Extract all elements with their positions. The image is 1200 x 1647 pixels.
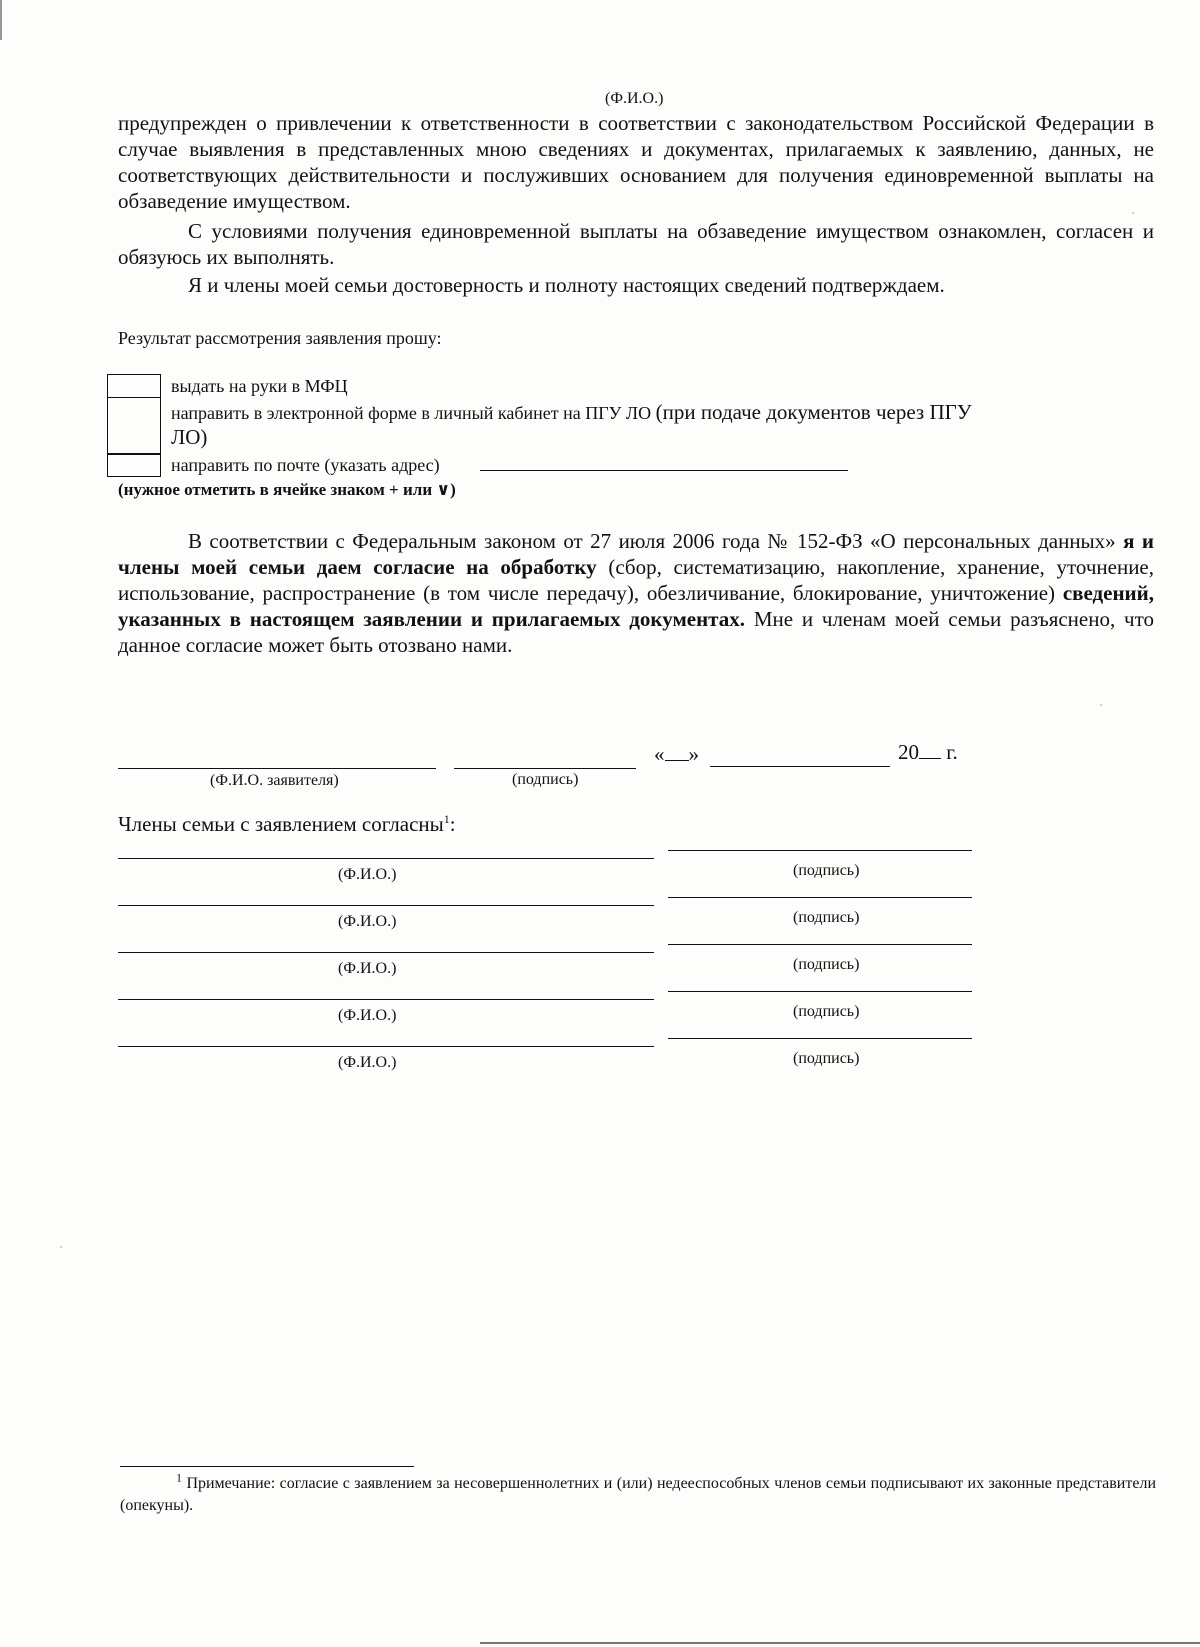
consent-text-2: (сбор, систематизацию, накопление, хранение, уточнение, использование, распространение (в том числе передачу), обезличивание, блокирование, уничтожение) — [118, 555, 1154, 605]
family-signature-caption: (подпись) — [793, 909, 860, 926]
family-name-line[interactable] — [118, 1046, 654, 1047]
date-year-field — [898, 740, 958, 765]
applicant-signature-line[interactable] — [454, 768, 636, 769]
family-signature-caption: (подпись) — [793, 956, 860, 973]
paragraph-conditions: С условиями получения единовременной выплаты на обзаведение имуществом ознакомлен, согласен и обязуюсь их выполнять. — [118, 219, 1154, 269]
footnote-separator — [120, 1466, 414, 1467]
family-name-caption: (Ф.И.О.) — [338, 1007, 397, 1024]
option-electronic-note: (при подаче документов через ПГУ — [655, 400, 972, 424]
fio-caption-top: (Ф.И.О.) — [605, 90, 664, 107]
mail-address-line[interactable] — [480, 470, 848, 471]
checkbox-mfc[interactable] — [107, 374, 161, 398]
scan-edge — [0, 0, 2, 40]
option-electronic-text: направить в электронной форме в личный кабинет на ПГУ ЛО — [171, 403, 652, 423]
date-day-field — [654, 742, 699, 767]
footnote-ref: 1 — [443, 812, 450, 826]
applicant-caption: (Ф.И.О. заявителя) — [210, 772, 339, 789]
paragraph-liability: предупрежден о привлечении к ответственности в соответствии с законодательством Российской Федерации в случае выявления в представленных мною сведениях и документах, прилагаемых к заявлению, данных, не соответствующих действительности и послуживших основанием для получения единовременной выплаты на обзаведение имуществом. — [118, 111, 1154, 213]
family-heading-text: Члены семьи с заявлением согласны — [118, 812, 444, 836]
year-suffix: г. — [946, 740, 958, 764]
family-signature-caption: (подпись) — [793, 1050, 860, 1067]
checkbox-note: (нужное отметить в ячейке знаком + или ∨) — [118, 480, 456, 499]
applicant-name-line[interactable] — [118, 768, 436, 769]
footnote-mark: 1 — [176, 1470, 182, 1485]
option-electronic-label — [171, 400, 972, 425]
family-name-line[interactable] — [118, 905, 654, 906]
family-name-caption: (Ф.И.О.) — [338, 960, 397, 977]
family-signature-line[interactable] — [668, 1038, 972, 1039]
family-signature-line[interactable] — [668, 850, 972, 851]
scan-speck — [1132, 212, 1134, 214]
consent-text-1: В соответствии с Федеральным законом от 27 июля 2006 года № 152-ФЗ «О персональных данных» — [188, 529, 1116, 553]
footnote — [120, 1470, 1157, 1517]
checkbox-electronic[interactable] — [107, 397, 161, 455]
family-signature-caption: (подпись) — [793, 1003, 860, 1020]
family-heading-colon: : — [449, 812, 456, 836]
family-heading — [118, 812, 456, 837]
scan-speck — [60, 1246, 62, 1248]
paragraph-confirmation: Я и члены моей семьи достоверность и полноту настоящих сведений подтверждаем. — [188, 273, 945, 297]
month-line[interactable] — [710, 766, 890, 767]
option-mfc-label: выдать на руки в МФЦ — [171, 376, 348, 396]
option-electronic-label-cont: ЛО) — [171, 425, 208, 449]
quote-open: « — [654, 742, 665, 766]
family-name-caption: (Ф.И.О.) — [338, 913, 397, 930]
consent-bold-2: сведений, указанных в настоящем заявлении и прилагаемых документах. — [118, 581, 1155, 631]
checkbox-mail[interactable] — [107, 453, 161, 477]
scan-bottom-edge — [480, 1642, 1200, 1644]
option-mail-label: направить по почте (указать адрес) — [171, 455, 440, 475]
quote-close: » — [688, 742, 699, 766]
family-signature-line[interactable] — [668, 991, 972, 992]
consent-text-3: Мне и членам моей семьи разъяснено, что данное согласие может быть отозвано нами. — [118, 607, 1154, 657]
year-prefix: 20 — [898, 740, 919, 764]
family-signature-line[interactable] — [668, 944, 972, 945]
year-line[interactable] — [919, 740, 941, 759]
paragraph-consent — [118, 528, 1154, 658]
family-name-caption: (Ф.И.О.) — [338, 1054, 397, 1071]
result-label: Результат рассмотрения заявления прошу: — [118, 328, 442, 348]
day-line[interactable] — [665, 742, 689, 761]
signature-caption: (подпись) — [512, 771, 579, 788]
scan-speck — [1100, 704, 1102, 706]
family-name-line[interactable] — [118, 999, 654, 1000]
family-name-line[interactable] — [118, 858, 654, 859]
footnote-text: Примечание: согласие с заявлением за несовершеннолетних и (или) недееспособных членов семьи подписывают их законные представители (опекуны). — [120, 1475, 1157, 1514]
family-name-line[interactable] — [118, 952, 654, 953]
family-signature-line[interactable] — [668, 897, 972, 898]
family-name-caption: (Ф.И.О.) — [338, 866, 397, 883]
family-signature-caption: (подпись) — [793, 862, 860, 879]
consent-bold-1: я и члены моей семьи даем согласие на обработку — [118, 529, 1154, 579]
